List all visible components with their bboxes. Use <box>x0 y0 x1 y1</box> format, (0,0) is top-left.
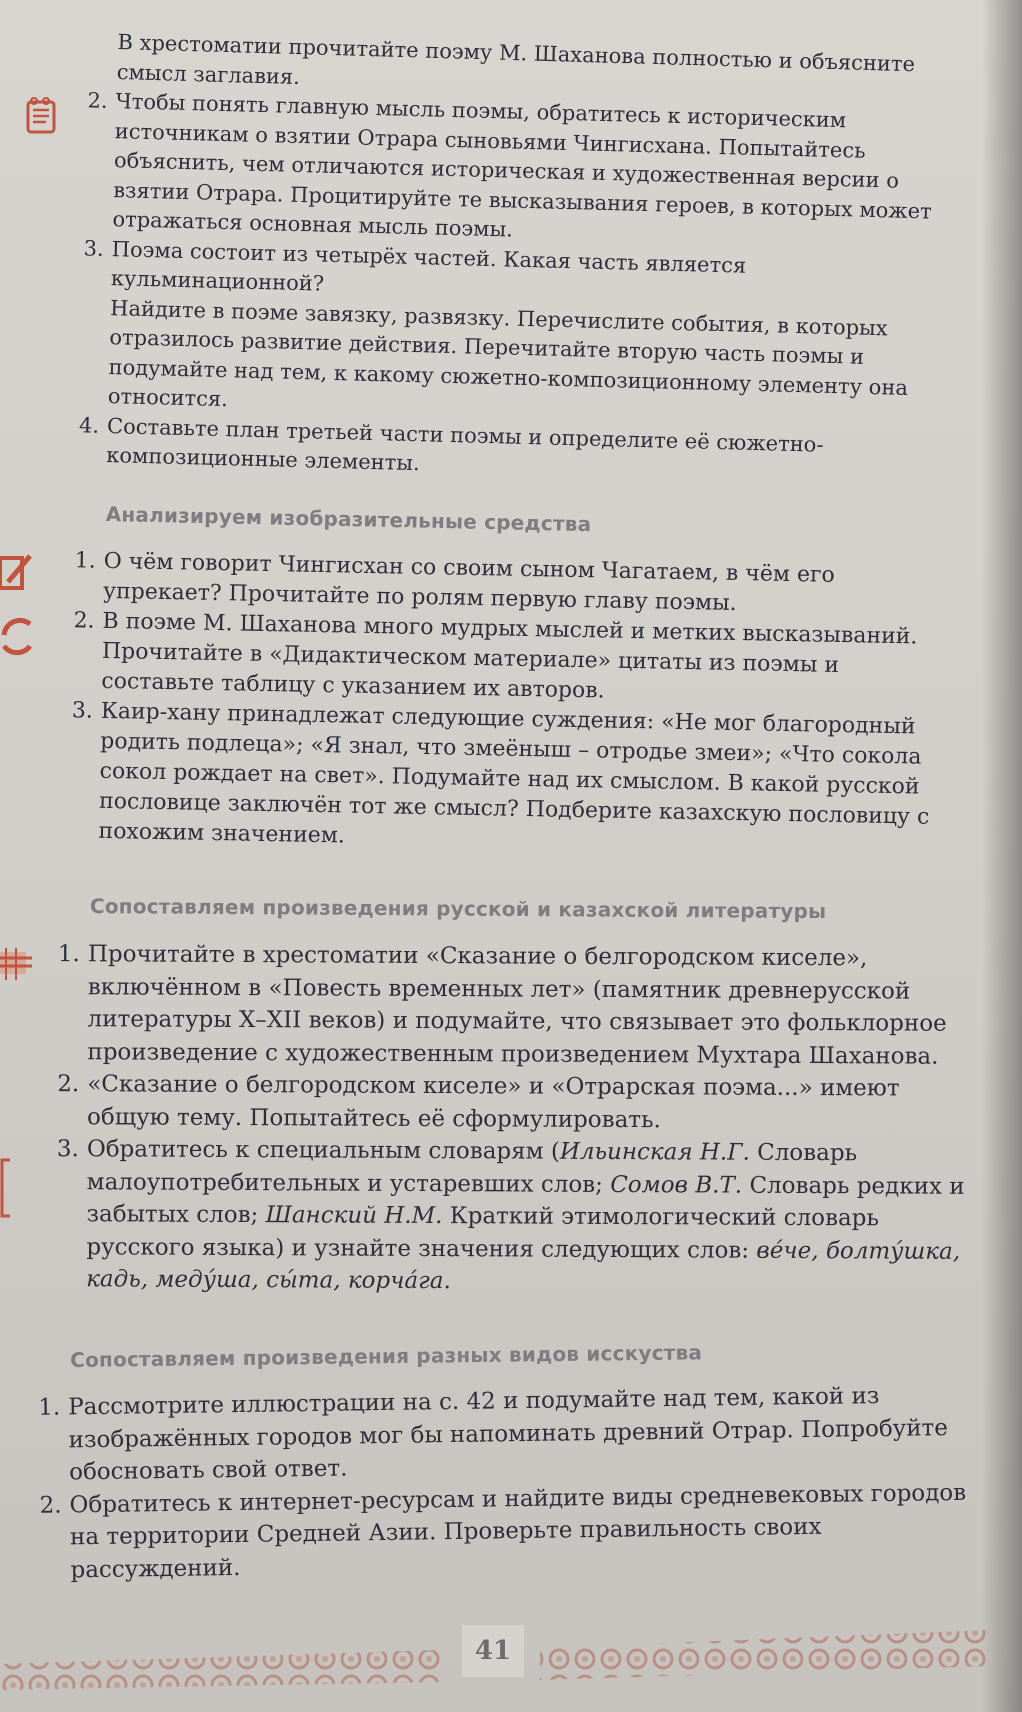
section-heading: Сопоставляем произведения разных видов исскуства <box>70 1340 703 1372</box>
item-text: Обратитесь к специальным словарям (Ильинская Н.Г. Словарь малоупотребительных и устаревших слов; Сомов В.Т. Словарь редких и забытых слов; Шанский Н.М. Краткий этимологический словарь русского языка) и узнайте значения следующих слов: ве́че, болту́шка, кадь, меду́ша, сы́та, корча́га. <box>86 1136 965 1295</box>
question-item <box>54 696 957 863</box>
item-number: 4. <box>78 412 100 438</box>
item-number: 1. <box>74 548 96 574</box>
author-name: Шанский Н.М. <box>265 1202 443 1230</box>
item-number: 1. <box>38 1394 61 1421</box>
question-item <box>64 233 936 433</box>
question-item <box>42 1133 973 1300</box>
question-list-2 <box>54 546 960 863</box>
item-text: Рассмотрите иллюстрации на с. 42 и подумайте над тем, какой из изображённых городов мог бы напоминать древний Отрар. Попробуйте обосновать свой ответ. <box>68 1383 949 1486</box>
item-number: 2. <box>39 1491 62 1519</box>
question-item <box>25 1476 986 1587</box>
item-number: 3. <box>56 1136 79 1163</box>
item-text: Составьте план третьей части поэмы и определите её сюжетно-композиционные элементы. <box>106 413 824 476</box>
item-text: О чём говорит Чингисхан со своим сыном Чагатаем, в чём его упрекает? Прочитайте по ролям первую главу поэмы. <box>102 548 835 616</box>
question-item <box>43 938 974 1073</box>
item-text: Прочитайте в хрестоматии «Сказание о белгородском киселе», включённом в «Повесть временных лет» (памятник древнерусской литературы X–XII веков) и подумайте, что связывает это фольклорное произведение с художественным произведением Мухтара Шаханова. <box>87 941 947 1070</box>
page-edge-shadow <box>982 0 1022 1712</box>
item-text: В поэме М. Шаханова много мудрых мыслей и метких высказываний. Прочитайте в «Дидактическом материале» цитаты из поэмы и составьте таблицу с указанием их авторов. <box>101 608 918 704</box>
question-list-1 <box>62 86 940 492</box>
books-icon <box>0 942 36 988</box>
question-item <box>68 86 940 256</box>
item-number: 1. <box>57 941 80 968</box>
item-number: 2. <box>57 1071 80 1098</box>
question-item <box>43 1068 973 1138</box>
page-number: 41 <box>462 1625 524 1677</box>
item-text: Обратитесь к интернет-ресурсам и найдите виды средневековых городов на территории Средней Азии. Проверьте правильность своих рассуждений. <box>69 1479 967 1583</box>
pencil-note-icon <box>0 552 34 592</box>
item-text: Каир-хану принадлежат следующие суждения: «Не мог благородный родить подлеца»; «Я знал, что змеёныш – отродье змеи»; «Что сокола сокол рождает на свет». Подумайте над их смыслом. В какой русской пословице заключён тот же смысл? Подберите казахскую пословицу с похожим значением. <box>98 698 930 849</box>
bracket-marker-icon <box>0 1158 12 1218</box>
item-number: 2. <box>87 88 108 113</box>
cycle-arrows-icon <box>0 612 34 658</box>
question-list-4 <box>24 1379 987 1587</box>
vocabulary-words: ве́че, болту́шка, кадь, меду́ша, сы́та, корча́га <box>86 1237 961 1295</box>
question-item <box>57 606 959 713</box>
intro-line: В хрестоматии прочитайте поэму М. Шаханова полностью и объясните смысл заглавия. <box>116 29 916 89</box>
section-heading: Сопоставляем произведения русской и казахской литературы <box>89 894 827 924</box>
section-heading: Анализируем изобразительные средства <box>105 502 592 537</box>
question-list-3 <box>42 938 974 1300</box>
author-name: Сомов В.Т. <box>610 1171 743 1199</box>
item-extra-text: Найдите в поэме завязку, развязку. Перечислите события, в которых отразилось развитие действия. Перечитайте вторую часть поэмы и подумайте над тем, к какому сюжетно-композиционному элементу она относится. <box>107 295 909 412</box>
item-number: 3. <box>83 235 105 261</box>
item-text: Чтобы понять главную мысль поэмы, обратитесь к историческим источникам о взятии Отрара сыновьями Чингисхана. Попытайтесь объяснить, чем отличаются историческая и художественная версии о взятии Отрара. Процитируйте те высказывания героев, в которых может отражаться основная мысль поэмы. <box>112 89 933 242</box>
notebook-icon <box>22 96 60 136</box>
author-name: Ильинская Н.Г. <box>559 1138 750 1166</box>
question-item <box>24 1379 985 1490</box>
item-text: Поэма состоит из четырёх частей. Какая часть является кульминационной? <box>110 236 747 296</box>
item-text: «Сказание о белгородском киселе» и «Отрарская поэма...» имеют общую тему. Попытайтесь её сформулировать. <box>86 1071 900 1133</box>
item-number: 2. <box>73 608 95 634</box>
item-number: 3. <box>71 698 94 724</box>
